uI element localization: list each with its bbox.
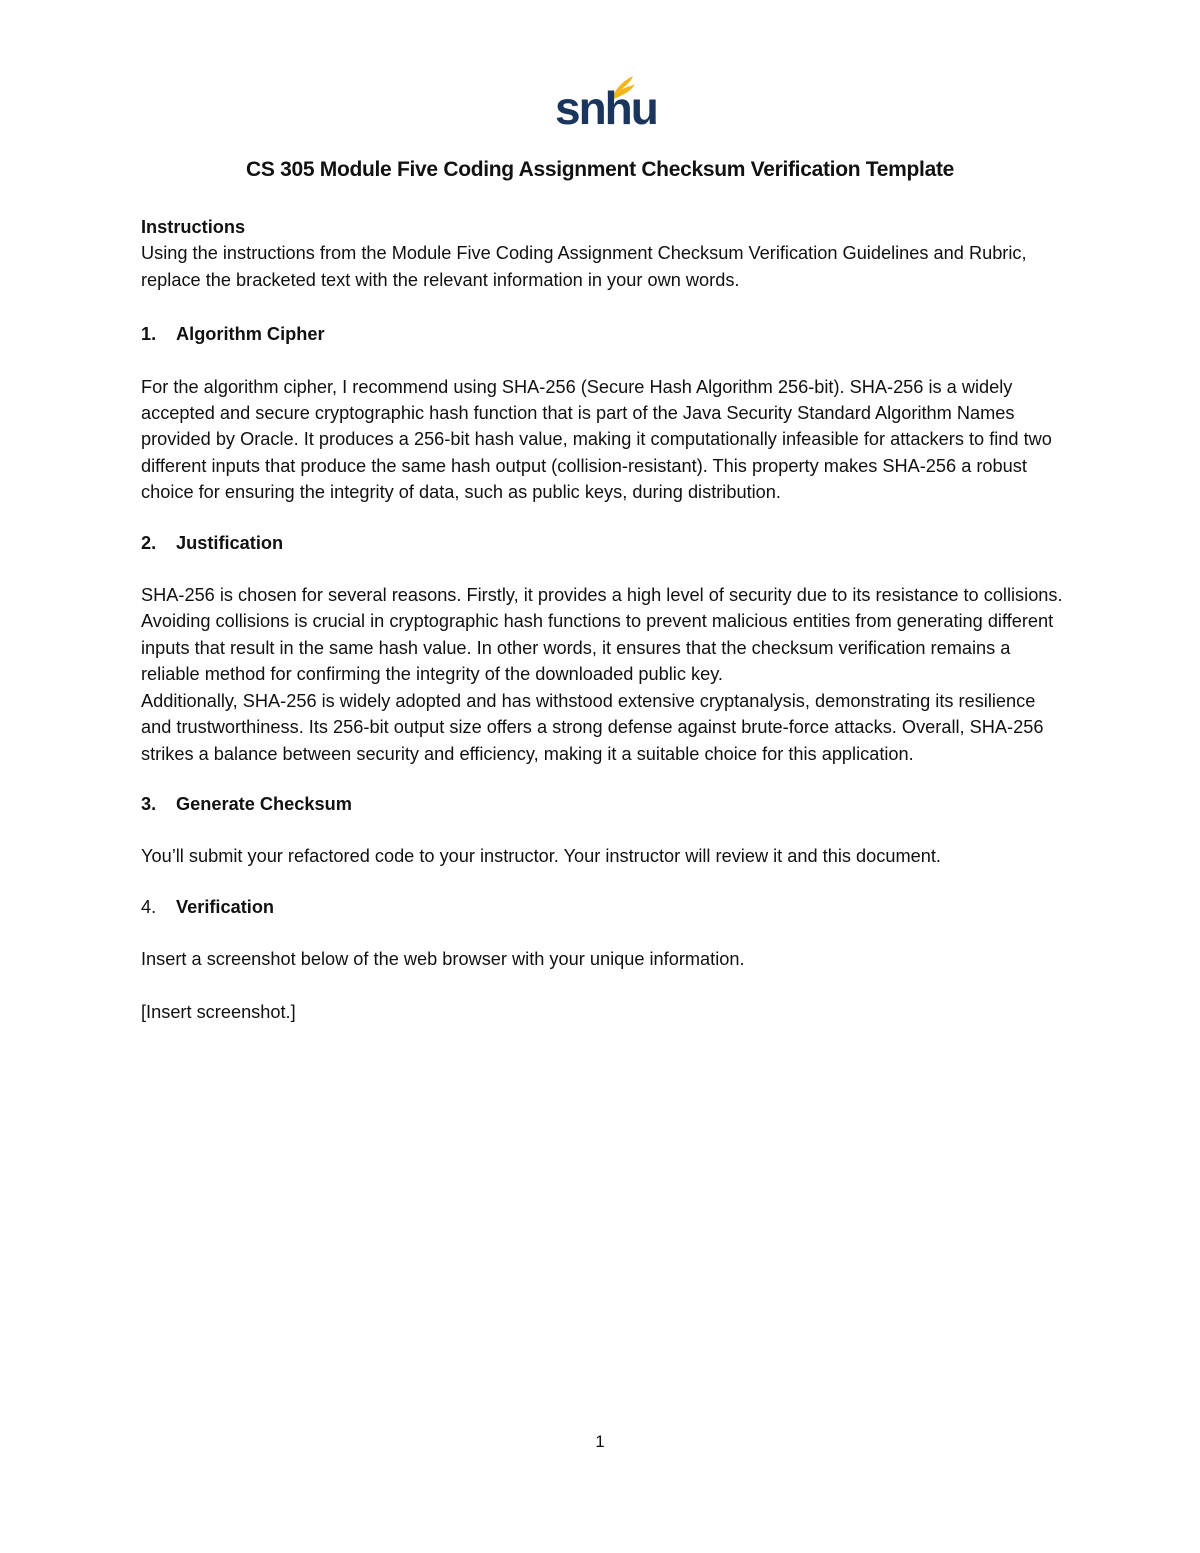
snhu-logo bbox=[555, 74, 657, 134]
section-heading-algorithm-cipher bbox=[141, 321, 1066, 347]
snhu-wordmark: snhu bbox=[555, 82, 657, 134]
section-heading-justification bbox=[141, 530, 1066, 556]
instructions-label: Instructions bbox=[141, 217, 246, 237]
page-number: 1 bbox=[595, 1432, 605, 1451]
section-number: 4. bbox=[141, 896, 157, 917]
section-heading-verification bbox=[141, 894, 1066, 920]
section-number: 3. bbox=[141, 793, 157, 814]
instructions-text: Using the instructions from the Module Five Coding Assignment Checksum Verification Guidelines and Rubric, replace the bracketed text with the relevant information in your own words. bbox=[141, 243, 1027, 290]
section-paragraph: Insert a screenshot below of the web browser with your unique information. bbox=[141, 949, 745, 970]
document-body bbox=[141, 214, 1066, 1025]
section-paragraph: You’ll submit your refactored code to your instructor. Your instructor will review it and this document. bbox=[141, 846, 941, 867]
section-title: Verification bbox=[176, 896, 275, 917]
screenshot-placeholder: [Insert screenshot.] bbox=[141, 1001, 296, 1022]
section-paragraph: Additionally, SHA-256 is widely adopted and has withstood extensive cryptanalysis, demonstrating its resilience and trustworthiness. Its 256-bit output size offers a strong defense against brute-force attacks. Overall, SHA-256 strikes a balance between security and efficiency, making it a suitable choice for this application. bbox=[141, 690, 1044, 764]
section-paragraph: SHA-256 is chosen for several reasons. Firstly, it provides a high level of security due to its resistance to collisions. Avoiding collisions is crucial in cryptographic hash functions to prevent malicious entities from generating different inputs that result in the same hash value. In other words, it ensures that the checksum verification remains a reliable method for confirming the integrity of the downloaded public key. bbox=[141, 585, 1063, 685]
document-title: CS 305 Module Five Coding Assignment Checksum Verification Template bbox=[245, 158, 955, 181]
section-heading-generate-checksum bbox=[141, 791, 1066, 817]
section-title: Generate Checksum bbox=[176, 793, 352, 814]
section-title: Algorithm Cipher bbox=[176, 324, 325, 345]
section-paragraph: For the algorithm cipher, I recommend using SHA-256 (Secure Hash Algorithm 256-bit). SHA-256 is a widely accepted and secure cryptographic hash function that is part of the Java Security Standard Algorithm Names provided by Oracle. It produces a 256-bit hash value, making it computationally infeasible for attackers to find two different inputs that produce the same hash output (collision-resistant). This property makes SHA-256 a robust choice for ensuring the integrity of data, such as public keys, during distribution. bbox=[141, 376, 1052, 503]
section-number: 2. bbox=[141, 532, 157, 553]
section-number: 1. bbox=[141, 324, 157, 345]
section-title: Justification bbox=[176, 532, 284, 553]
